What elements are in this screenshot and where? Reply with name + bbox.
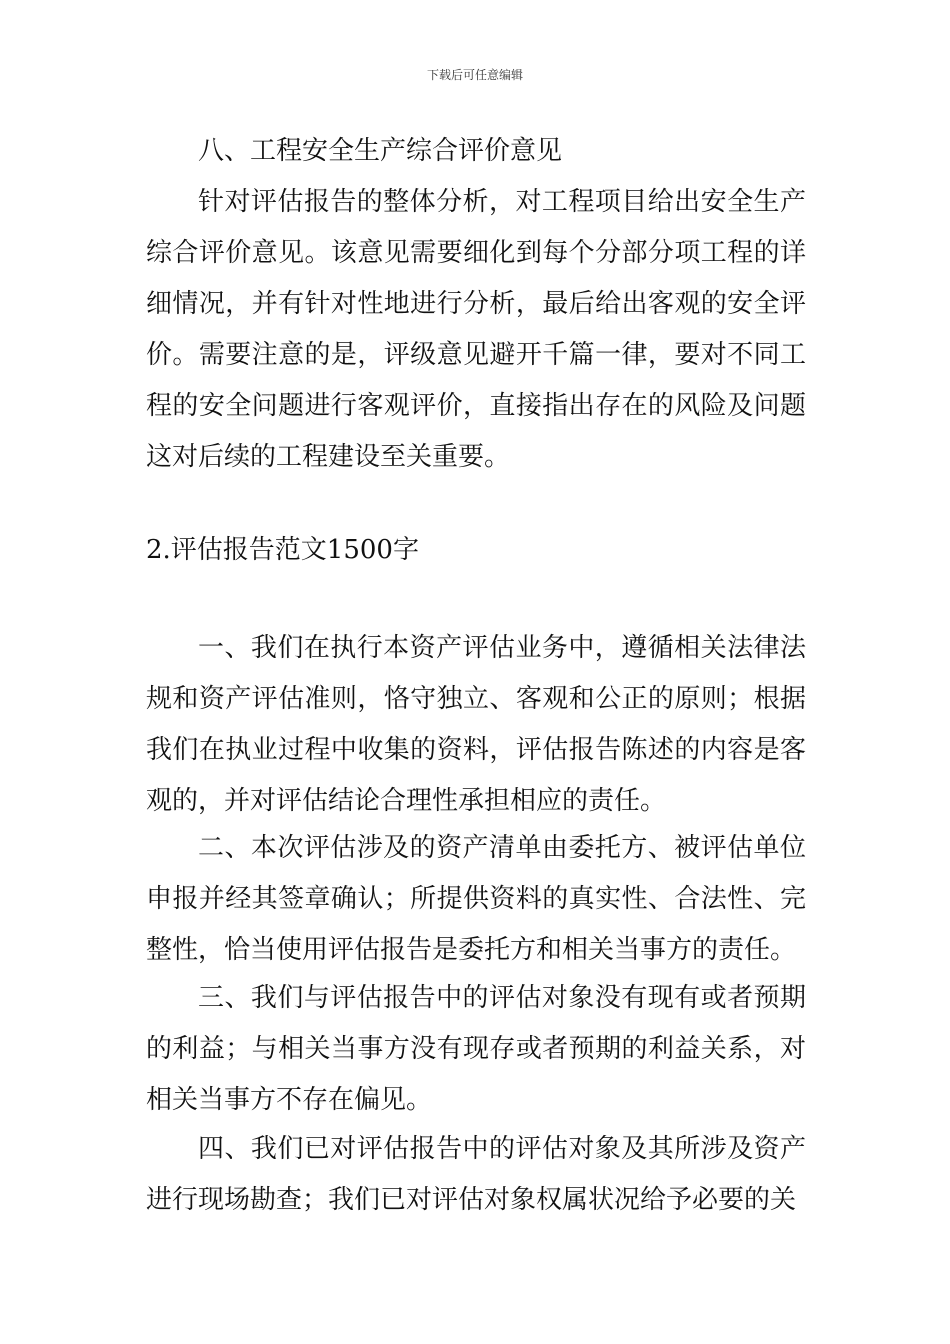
paragraph-item-one: 一、我们在执行本资产评估业务中，遵循相关法律法规和资产评估准则，恪守独立、客观和公正的原则；根据我们在执业过程中收集的资料，评估报告陈述的内容是客观的，并对评估结论合理性承担相应的责任。 (146, 633, 806, 816)
report-sample-subheading: 2.评估报告范文1500字 (146, 535, 419, 565)
paragraph-item-two: 二、本次评估涉及的资产清单由委托方、被评估单位申报并经其签章确认；所提供资料的真实性、合法性、完整性，恰当使用评估报告是委托方和相关当事方的责任。 (146, 833, 806, 965)
paragraph-item-four: 四、我们已对评估报告中的评估对象及其所涉及资产进行现场勘查；我们已对评估对象权属状况给予必要的关 (146, 1134, 806, 1215)
intro-paragraph: 针对评估报告的整体分析，对工程项目给出安全生产综合评价意见。该意见需要细化到每个分部分项工程的详细情况，并有针对性地进行分析，最后给出客观的安全评价。需要注意的是，评级意见避开千篇一律，要对不同工程的安全问题进行客观评价，直接指出存在的风险及问题这对后续的工程建设至关重要。 (146, 187, 806, 472)
download-note: 下载后可任意编辑 (426, 68, 523, 82)
paragraph-item-three: 三、我们与评估报告中的评估对象没有现有或者预期的利益；与相关当事方没有现存或者预期的利益关系，对相关当事方不存在偏见。 (146, 983, 806, 1115)
section-heading: 八、工程安全生产综合评价意见 (198, 136, 563, 166)
